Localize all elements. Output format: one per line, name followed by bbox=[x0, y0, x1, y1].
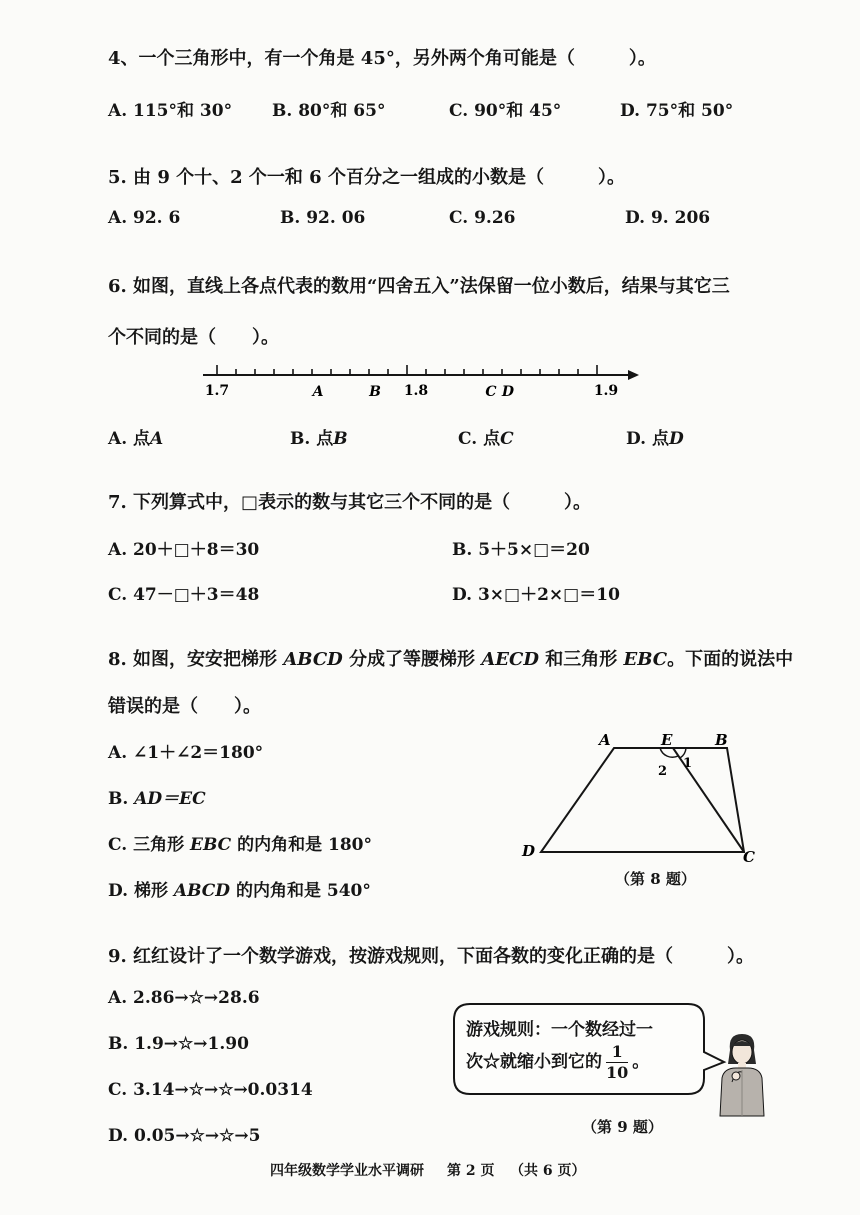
q6-option-d: D. 点D bbox=[626, 429, 684, 449]
tick-label-1-7: 1.7 bbox=[204, 383, 230, 399]
point-label-a: A bbox=[312, 384, 324, 400]
q8-trapezoid-figure bbox=[510, 725, 770, 870]
footer-total-pages: （共 6 页） bbox=[510, 1163, 586, 1179]
q8-option-b: B. AD＝EC bbox=[108, 789, 206, 809]
vertex-label-a: A bbox=[599, 731, 611, 749]
q6-number-line bbox=[195, 355, 645, 405]
footer-title: 四年级数学学业水平调研 bbox=[270, 1163, 424, 1179]
q7-option-c: C. 47－□＋3＝48 bbox=[108, 585, 260, 605]
point-label-b: B bbox=[369, 384, 381, 400]
q4-option-d: D. 75°和 50° bbox=[620, 101, 734, 121]
q6-option-c: C. 点C bbox=[458, 429, 514, 449]
q4-option-a: A. 115°和 30° bbox=[108, 101, 233, 121]
q6-option-b: B. 点B bbox=[290, 429, 348, 449]
q8-figure-caption: （第 8 题） bbox=[615, 870, 696, 888]
tick-label-1-8: 1.8 bbox=[403, 383, 429, 399]
q4-option-b: B. 80°和 65° bbox=[272, 101, 386, 121]
q9-option-a: A. 2.86→☆→28.6 bbox=[108, 988, 260, 1008]
q5-option-c: C. 9.26 bbox=[449, 208, 516, 228]
q8-option-c: C. 三角形 EBC 的内角和是 180° bbox=[108, 835, 372, 855]
girl-illustration bbox=[712, 1030, 772, 1120]
q8-stem-line2: 错误的是（ ）。 bbox=[108, 696, 261, 717]
q5-stem: 5. 由 9 个十、2 个一和 6 个百分之一组成的小数是（ ）。 bbox=[108, 167, 625, 188]
q4-stem: 4、一个三角形中，有一个角是 45°，另外两个角可能是（ ）。 bbox=[108, 48, 656, 69]
tick-label-1-9: 1.9 bbox=[593, 383, 619, 399]
q9-option-c: C. 3.14→☆→☆→0.0314 bbox=[108, 1080, 313, 1100]
q9-figure-caption: （第 9 题） bbox=[582, 1118, 663, 1136]
q7-option-b: B. 5＋5×□＝20 bbox=[452, 540, 590, 560]
bubble-fraction: $\frac{1}{10}$ bbox=[606, 1042, 629, 1082]
q6-option-a: A. 点A bbox=[108, 429, 164, 449]
q9-stem: 9. 红红设计了一个数学游戏，按游戏规则，下面各数的变化正确的是（ ）。 bbox=[108, 946, 755, 967]
footer-page-number: 第 2 页 bbox=[447, 1163, 495, 1179]
q5-option-d: D. 9. 206 bbox=[625, 208, 711, 228]
q6-stem-line2: 个不同的是（ ）。 bbox=[108, 327, 279, 348]
q8-stem-line1: 8. 如图，安安把梯形 ABCD 分成了等腰梯形 AECD 和三角形 EBC。下面的说法中 bbox=[108, 649, 794, 670]
q9-option-d: D. 0.05→☆→☆→5 bbox=[108, 1126, 261, 1146]
vertex-label-c: C bbox=[743, 848, 755, 866]
q6-stem-line1: 6. 如图，直线上各点代表的数用“四舍五入”法保留一位小数后，结果与其它三 bbox=[108, 276, 730, 297]
q9-option-b: B. 1.9→☆→1.90 bbox=[108, 1034, 249, 1054]
point-label-c: C bbox=[485, 384, 497, 400]
q7-stem: 7. 下列算式中，□表示的数与其它三个不同的是（ ）。 bbox=[108, 492, 592, 513]
vertex-label-d: D bbox=[522, 842, 536, 860]
vertex-label-e: E bbox=[661, 731, 673, 749]
point-label-d: D bbox=[501, 384, 515, 400]
vertex-label-b: B bbox=[715, 731, 728, 749]
q5-option-a: A. 92. 6 bbox=[108, 208, 181, 228]
q4-option-c: C. 90°和 45° bbox=[449, 101, 562, 121]
q8-option-d: D. 梯形 ABCD 的内角和是 540° bbox=[108, 881, 371, 901]
bubble-line2: 次☆就缩小到它的 $\frac{1}{10}$ 。 bbox=[466, 1042, 650, 1082]
bubble-line1: 游戏规则：一个数经过一 bbox=[466, 1020, 653, 1040]
q8-option-a: A. ∠1＋∠2＝180° bbox=[108, 743, 264, 763]
q5-option-b: B. 92. 06 bbox=[280, 208, 366, 228]
angle-label-2: 2 bbox=[658, 764, 668, 779]
q7-option-a: A. 20＋□＋8＝30 bbox=[108, 540, 260, 560]
angle-label-1: 1 bbox=[683, 756, 693, 771]
q7-option-d: D. 3×□＋2×□＝10 bbox=[452, 585, 620, 605]
